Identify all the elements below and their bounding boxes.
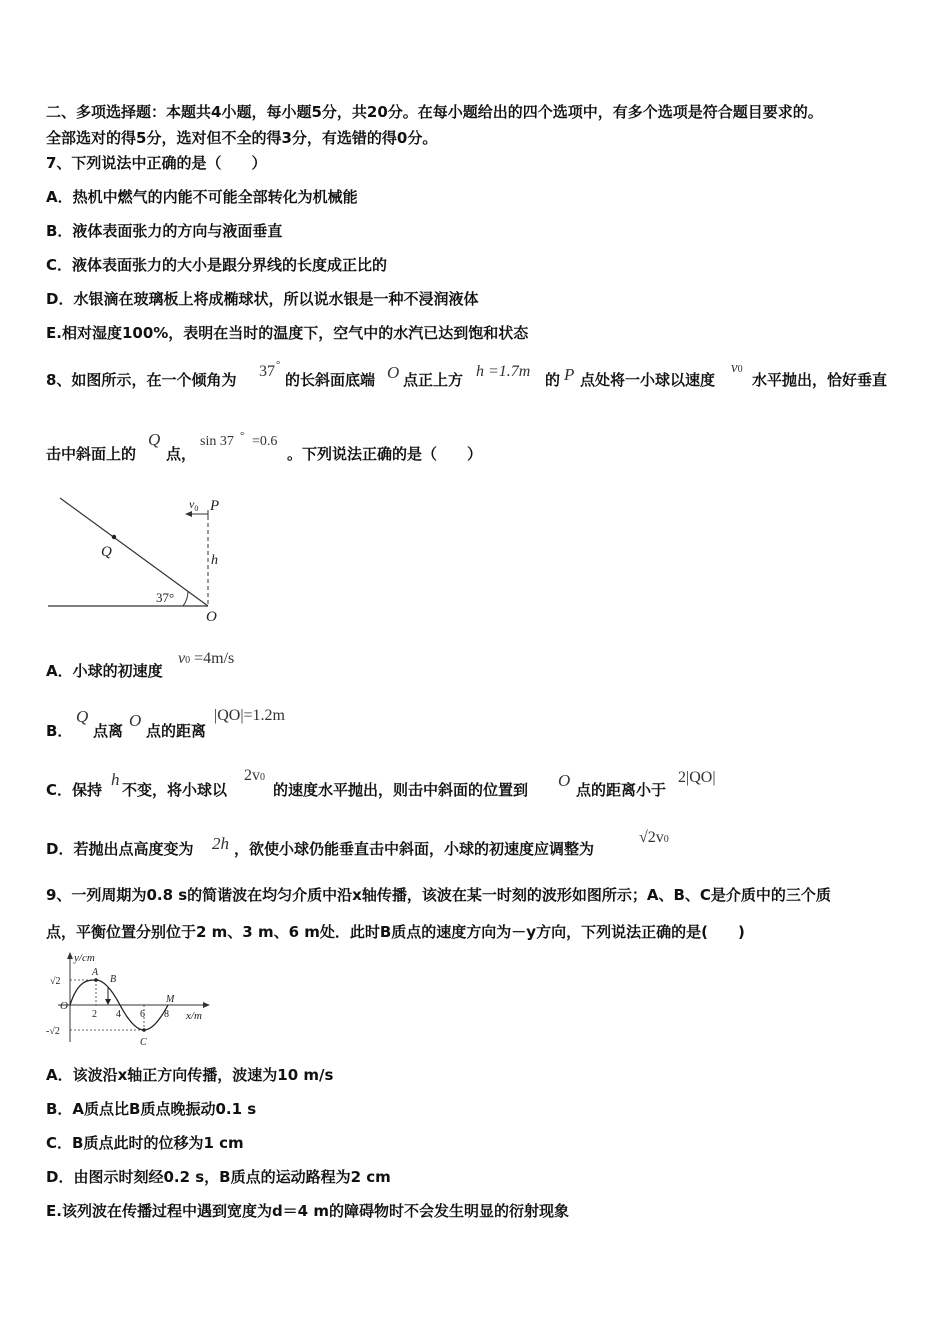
section-header-line1: 二、多项选择题：本题共4小题，每小题5分，共20分。在每小题给出的四个选项中，有多个选项是符合题目要求的。 (46, 103, 823, 121)
q8-option-d-sub: 0 (663, 834, 669, 845)
q8-option-d-math (639, 829, 669, 847)
q8-option-c-o: O (558, 771, 571, 790)
q7-stem: 7、下列说法中正确的是（ ） (46, 154, 267, 172)
q7-option-d: D．水银滴在玻璃板上将成椭球状，所以说水银是一种不浸润液体 (46, 290, 479, 308)
point-c-dot (142, 1028, 146, 1032)
q8-option-d-text1: D．若抛出点高度变为 (46, 840, 194, 858)
graph-x-label: x/m (186, 1010, 202, 1022)
q8-option-a-text: A．小球的初速度 (46, 662, 163, 680)
v0-arrowhead (185, 511, 192, 517)
q-point-dot (112, 535, 116, 539)
x-axis-arrow (203, 1002, 210, 1008)
q8-option-b-label: B． (46, 722, 73, 740)
graph-point-c: C (140, 1037, 147, 1048)
q7-option-e: E.相对湿度100%，表明在当时的温度下，空气中的水汽已达到饱和状态 (46, 324, 529, 342)
q8-option-c-math (244, 767, 265, 785)
q9-option-e: E.该列波在传播过程中遇到宽度为d＝4 m的障碍物时不会发生明显的衍射现象 (46, 1202, 569, 1220)
q7-option-b: B．液体表面张力的方向与液面垂直 (46, 222, 283, 240)
q7-option-a: A．热机中燃气的内能不可能全部转化为机械能 (46, 188, 358, 206)
q9-option-b: B．A质点比B质点晚振动0.1 s (46, 1100, 257, 1118)
q8-option-d-sqrt: √2v (639, 829, 664, 846)
fig-q-label: Q (101, 544, 112, 560)
q8-option-d-2h: 2h (212, 834, 229, 853)
q8-option-c-h: h (111, 770, 120, 789)
q8-stem-part9: 。下列说法正确的是（ ） (287, 445, 483, 463)
q8-option-b-math: |QO|=1.2m (214, 707, 285, 724)
q8-height: h =1.7m (476, 363, 531, 380)
fig-h-label: h (211, 553, 218, 568)
q8-option-d-text2: ，欲使小球仍能垂直击中斜面，小球的初速度应调整为 (234, 840, 595, 858)
graph-xtick-4: 4 (116, 1009, 121, 1020)
q8-point-q: Q (148, 430, 161, 449)
q9-wave-graph (46, 950, 216, 1050)
q8-stem-part7: 击中斜面上的 (46, 445, 137, 463)
graph-point-m: M (166, 994, 175, 1005)
y-axis-arrow (67, 952, 73, 959)
graph-point-b: B (110, 974, 117, 985)
q8-option-c-math2: 2|QO| (678, 769, 716, 786)
q9-stem-line2: 点，平衡位置分别位于2 m、3 m、6 m处．此时B质点的速度方向为－y方向，下列说法正确的是( ) (46, 923, 745, 941)
b-velocity-arrowhead (105, 999, 111, 1005)
q8-stem-part1: 8、如图所示，在一个倾角为 (46, 371, 237, 389)
graph-origin: O (60, 1000, 68, 1012)
q8-sin-value: =0.6 (252, 434, 278, 449)
graph-y-top: √2 (50, 976, 61, 987)
fig-p-label: P (210, 498, 220, 514)
q9-option-a: A．该波沿x轴正方向传播，波速为10 m/s (46, 1066, 334, 1084)
q8-stem-part5: 点处将一小球以速度 (580, 371, 716, 389)
q8-option-b-o: O (129, 711, 142, 730)
q8-v0-symbol: v (731, 360, 738, 376)
q8-option-a-value: =4m/s (194, 650, 235, 667)
q8-option-a-v: v (178, 650, 186, 667)
q8-v0 (731, 360, 743, 377)
angle-arc (183, 591, 188, 606)
q8-stem-part6: 水平抛出，恰好垂直 (752, 371, 888, 389)
q8-incline-figure (46, 490, 236, 625)
q9-option-c: C．B质点此时的位移为1 cm (46, 1134, 244, 1152)
q8-option-c-text3: 点的距离小于 (576, 781, 667, 799)
q8-option-b-q: Q (76, 707, 89, 726)
graph-xtick-2: 2 (92, 1009, 97, 1020)
q8-stem-part4: 的 (545, 371, 561, 389)
q8-option-c-label: C．保持 (46, 781, 103, 799)
q8-stem-part8: 点， (166, 445, 197, 463)
q8-option-b-text2: 点的距离 (146, 722, 207, 740)
section-header-line2: 全部选对的得5分，选对但不全的得3分，有选错的得0分。 (46, 129, 438, 147)
q9-option-d: D．由图示时刻经0.2 s，B质点的运动路程为2 cm (46, 1168, 391, 1186)
graph-xtick-6: 6 (140, 1009, 145, 1020)
q8-point-o: O (387, 363, 400, 382)
q9-stem-line1: 9、一列周期为0.8 s的简谐波在均匀介质中沿x轴传播，该波在某一时刻的波形如图所示；A、B、C是介质中的三个质 (46, 886, 831, 904)
q8-angle-value: 37 (259, 363, 275, 380)
q8-sin-degree: ° (240, 430, 245, 442)
q8-option-c-sub: 0 (260, 772, 265, 783)
q8-point-p: P (564, 365, 575, 384)
q8-stem-part2: 的长斜面底端 (285, 371, 376, 389)
q7-option-c: C．液体表面张力的大小是跟分界线的长度成正比的 (46, 256, 388, 274)
graph-y-bottom: -√2 (46, 1026, 60, 1037)
q8-option-c-2v: 2v (244, 767, 260, 784)
graph-xtick-8: 8 (164, 1009, 169, 1020)
q8-option-a-math (178, 650, 234, 668)
q8-v0-sub: 0 (737, 364, 743, 375)
q8-height-value (476, 363, 530, 381)
q8-sin: sin 37 (200, 434, 234, 449)
q8-option-c-text2: 的速度水平抛出，则击中斜面的位置到 (273, 781, 529, 799)
q8-angle-degree: ° (276, 359, 281, 371)
point-a-dot (94, 978, 98, 982)
fig-o-label: O (206, 609, 217, 625)
q8-option-c-text1: 不变，将小球以 (122, 781, 228, 799)
fig-v0-label: $v_0$ (189, 497, 199, 513)
q8-option-b-text1: 点离 (93, 722, 124, 740)
q8-stem-part3: 点正上方 (403, 371, 464, 389)
graph-y-label: y/cm (74, 952, 95, 964)
q8-option-a-sub: 0 (185, 655, 191, 666)
fig-angle-label: 37° (156, 590, 175, 605)
graph-point-a: A (92, 967, 99, 978)
